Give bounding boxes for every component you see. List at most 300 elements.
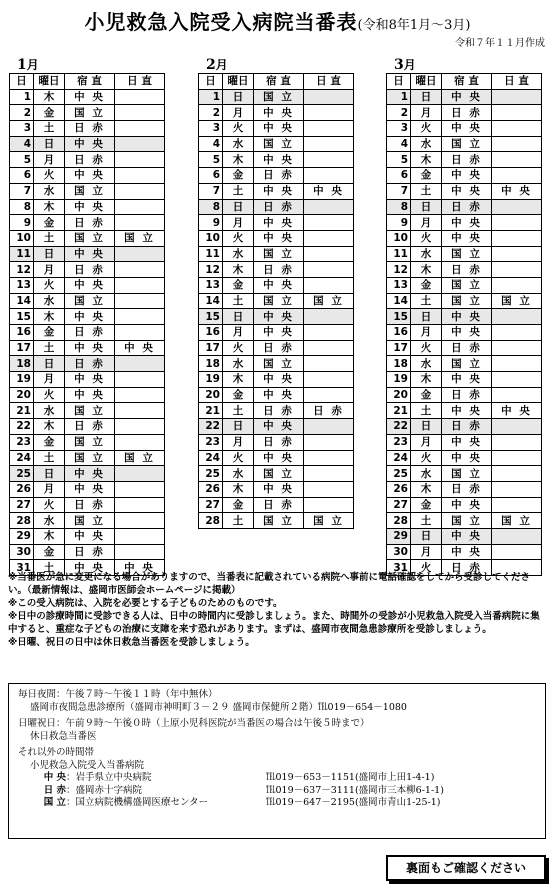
day-cell: 5 <box>10 152 34 168</box>
night-duty-cell: 日 赤 <box>442 152 492 168</box>
day-cell: 21 <box>387 403 411 419</box>
day-duty-cell <box>115 466 165 482</box>
month-unit: 月 <box>215 58 228 72</box>
table-row <box>199 215 354 231</box>
table-row <box>387 403 542 419</box>
day-cell: 24 <box>199 450 223 466</box>
table-row <box>199 183 354 199</box>
night-duty-cell: 中 央 <box>65 89 115 105</box>
night-duty-cell: 日 赤 <box>442 419 492 435</box>
table-row <box>10 277 165 293</box>
table-row <box>387 105 542 121</box>
weekday-cell: 水 <box>223 136 254 152</box>
day-cell: 15 <box>10 309 34 325</box>
day-cell: 14 <box>387 293 411 309</box>
day-duty-cell <box>304 356 354 372</box>
night-duty-cell: 中 央 <box>442 497 492 513</box>
weekday-cell: 水 <box>34 403 65 419</box>
day-duty-cell: 中 央 <box>115 340 165 356</box>
day-cell: 22 <box>10 419 34 435</box>
day-duty-cell: 国 立 <box>492 513 542 529</box>
weekday-cell: 土 <box>223 183 254 199</box>
night-duty-cell: 国 立 <box>254 293 304 309</box>
month-unit: 月 <box>403 58 416 72</box>
day-duty-cell: 中 央 <box>115 560 165 576</box>
other-clinic: 小児救急入院受入当番病院 <box>30 759 145 771</box>
table-row <box>387 183 542 199</box>
day-duty-cell <box>492 277 542 293</box>
night-duty-cell: 中 央 <box>442 434 492 450</box>
weekday-cell: 火 <box>411 340 442 356</box>
night-duty-cell: 中 央 <box>65 199 115 215</box>
weekday-cell: 日 <box>223 199 254 215</box>
weekday-cell: 金 <box>34 215 65 231</box>
weekday-cell: 土 <box>34 560 65 576</box>
night-duty-cell: 国 立 <box>254 246 304 262</box>
month-january <box>9 57 164 576</box>
night-duty-cell: 中 央 <box>442 230 492 246</box>
day-cell: 24 <box>387 450 411 466</box>
day-duty-cell <box>115 387 165 403</box>
night-duty-cell: 日 赤 <box>442 481 492 497</box>
night-hours: 毎日夜間：午後７時～午後１１時（年中無休） <box>18 689 218 700</box>
table-row <box>199 434 354 450</box>
day-cell: 4 <box>387 136 411 152</box>
day-duty-cell <box>304 277 354 293</box>
night-duty-cell: 日 赤 <box>442 560 492 576</box>
table-row <box>10 105 165 121</box>
day-duty-cell <box>492 450 542 466</box>
page-title <box>0 6 555 35</box>
weekday-cell: 月 <box>411 105 442 121</box>
table-row <box>387 513 542 529</box>
table-row <box>10 199 165 215</box>
day-duty-cell <box>115 199 165 215</box>
day-cell: 8 <box>387 199 411 215</box>
day-duty-cell <box>492 497 542 513</box>
table-row <box>199 419 354 435</box>
weekday-cell: 水 <box>411 466 442 482</box>
weekday-cell: 火 <box>223 340 254 356</box>
day-duty-cell <box>304 230 354 246</box>
table-row <box>199 387 354 403</box>
weekday-cell: 日 <box>223 309 254 325</box>
table-row <box>199 199 354 215</box>
table-row <box>199 372 354 388</box>
night-duty-cell: 中 央 <box>65 372 115 388</box>
note-item: ※この受入病院は、入院を必要とする子どものためのものです。 <box>8 598 283 609</box>
weekday-cell: 火 <box>34 387 65 403</box>
day-duty-cell <box>492 325 542 341</box>
day-cell: 11 <box>387 246 411 262</box>
day-duty-cell <box>115 356 165 372</box>
table-row <box>387 262 542 278</box>
hospital-row <box>18 785 536 798</box>
table-row <box>10 528 165 544</box>
day-cell: 9 <box>10 215 34 231</box>
day-cell: 20 <box>387 387 411 403</box>
weekday-cell: 土 <box>34 121 65 137</box>
header-weekday: 曜日 <box>411 74 442 90</box>
day-duty-cell: 国 立 <box>115 230 165 246</box>
day-cell: 14 <box>199 293 223 309</box>
day-cell: 31 <box>10 560 34 576</box>
weekday-cell: 火 <box>411 230 442 246</box>
day-duty-cell <box>115 544 165 560</box>
weekday-cell: 金 <box>411 497 442 513</box>
month-march <box>386 57 541 576</box>
day-duty-cell <box>492 230 542 246</box>
night-duty-cell: 中 央 <box>65 168 115 184</box>
table-row <box>10 387 165 403</box>
table-row <box>10 168 165 184</box>
table-row <box>199 403 354 419</box>
night-duty-cell: 中 央 <box>254 450 304 466</box>
table-row <box>199 246 354 262</box>
day-cell: 8 <box>10 199 34 215</box>
day-duty-cell <box>115 403 165 419</box>
day-duty-cell <box>304 450 354 466</box>
night-duty-cell: 国 立 <box>65 293 115 309</box>
night-duty-cell: 国 立 <box>442 513 492 529</box>
table-row <box>199 277 354 293</box>
day-duty-cell <box>492 466 542 482</box>
hospital-name: ：盛岡赤十字病院 <box>66 784 143 796</box>
day-duty-cell: 中 央 <box>304 183 354 199</box>
day-duty-cell <box>492 262 542 278</box>
day-duty-cell <box>304 340 354 356</box>
night-duty-cell: 日 赤 <box>254 497 304 513</box>
month-label <box>386 57 541 73</box>
note-item: ※当番医が急に変更になる場合がありますので、当番表に記載されている病院へ事前に電話確認をしてから受診してください。（最新情報は、盛岡市医師会ホームページに掲載） <box>8 572 531 596</box>
day-duty-cell <box>304 199 354 215</box>
weekday-cell: 土 <box>223 403 254 419</box>
day-duty-cell <box>304 136 354 152</box>
day-cell: 1 <box>10 89 34 105</box>
weekday-cell: 金 <box>411 277 442 293</box>
table-row <box>10 513 165 529</box>
header-weekday: 曜日 <box>34 74 65 90</box>
day-cell: 20 <box>10 387 34 403</box>
day-cell: 27 <box>387 497 411 513</box>
day-duty-cell <box>115 528 165 544</box>
day-duty-cell <box>115 325 165 341</box>
table-row <box>199 450 354 466</box>
night-duty-cell: 国 立 <box>65 403 115 419</box>
table-row <box>387 372 542 388</box>
hospital-tel: ℡019－647－2195(盛岡市青山1-25-1) <box>266 797 441 808</box>
day-cell: 1 <box>387 89 411 105</box>
day-cell: 10 <box>10 230 34 246</box>
night-duty-cell: 日 赤 <box>442 387 492 403</box>
duty-table <box>9 73 165 576</box>
day-cell: 16 <box>199 325 223 341</box>
table-row <box>10 450 165 466</box>
table-row <box>10 230 165 246</box>
night-duty-cell: 日 赤 <box>65 419 115 435</box>
day-cell: 7 <box>10 183 34 199</box>
night-duty-cell: 中 央 <box>254 309 304 325</box>
day-cell: 28 <box>199 513 223 529</box>
day-cell: 4 <box>199 136 223 152</box>
table-row <box>10 434 165 450</box>
weekday-cell: 金 <box>223 277 254 293</box>
table-row <box>10 403 165 419</box>
day-duty-cell <box>115 152 165 168</box>
night-duty-cell: 中 央 <box>65 387 115 403</box>
weekday-cell: 月 <box>34 262 65 278</box>
month-number: 3 <box>394 57 404 73</box>
day-cell: 16 <box>387 325 411 341</box>
weekday-cell: 月 <box>223 105 254 121</box>
day-cell: 19 <box>10 372 34 388</box>
night-duty-cell: 中 央 <box>254 387 304 403</box>
weekday-cell: 月 <box>411 434 442 450</box>
night-duty-cell: 中 央 <box>254 121 304 137</box>
day-cell: 14 <box>10 293 34 309</box>
weekday-cell: 土 <box>34 340 65 356</box>
day-duty-cell <box>492 356 542 372</box>
weekday-cell: 月 <box>223 215 254 231</box>
weekday-cell: 水 <box>411 246 442 262</box>
night-duty-cell: 中 央 <box>254 230 304 246</box>
table-row <box>387 215 542 231</box>
day-duty-cell: 国 立 <box>304 293 354 309</box>
day-duty-cell <box>115 277 165 293</box>
weekday-cell: 土 <box>223 513 254 529</box>
night-duty-cell: 国 立 <box>65 105 115 121</box>
table-row <box>10 372 165 388</box>
weekday-cell: 木 <box>34 89 65 105</box>
night-duty-cell: 国 立 <box>442 277 492 293</box>
day-duty-cell <box>304 325 354 341</box>
weekday-cell: 火 <box>223 121 254 137</box>
weekday-cell: 土 <box>223 293 254 309</box>
table-row <box>10 466 165 482</box>
day-duty-cell <box>492 89 542 105</box>
note-item: ※日中の診療時間に受診できる人は、日中の時間内に受診しましょう。また、時間外の受診が小児救急入院受入当番病院に集中すると、重症な子どもの治療に支障を来す恐れがあります。まずは、盛岡市夜間急患診療所を受診しましょう。 <box>8 611 540 635</box>
day-cell: 25 <box>387 466 411 482</box>
weekday-cell: 水 <box>34 513 65 529</box>
night-duty-cell: 中 央 <box>65 481 115 497</box>
header-day-duty: 日 直 <box>115 74 165 90</box>
night-duty-cell: 中 央 <box>254 325 304 341</box>
weekday-cell: 金 <box>411 387 442 403</box>
month-unit: 月 <box>26 58 39 72</box>
day-cell: 31 <box>387 560 411 576</box>
day-cell: 3 <box>10 121 34 137</box>
table-row <box>10 356 165 372</box>
created-date: 令和７年１１月作成 <box>455 38 545 49</box>
night-duty-cell: 日 赤 <box>254 403 304 419</box>
night-duty-cell: 国 立 <box>65 513 115 529</box>
day-duty-cell <box>304 105 354 121</box>
header-day: 日 <box>387 74 411 90</box>
night-duty-cell: 中 央 <box>442 325 492 341</box>
table-row <box>387 528 542 544</box>
weekday-cell: 木 <box>411 262 442 278</box>
night-duty-cell: 中 央 <box>254 419 304 435</box>
day-cell: 28 <box>10 513 34 529</box>
day-duty-cell <box>115 89 165 105</box>
day-duty-cell <box>304 372 354 388</box>
day-cell: 24 <box>10 450 34 466</box>
table-row <box>199 497 354 513</box>
weekday-cell: 土 <box>34 230 65 246</box>
day-cell: 17 <box>199 340 223 356</box>
night-duty-cell: 国 立 <box>65 183 115 199</box>
day-duty-cell <box>492 215 542 231</box>
day-cell: 23 <box>10 434 34 450</box>
night-duty-cell: 中 央 <box>65 340 115 356</box>
night-duty-cell: 中 央 <box>65 136 115 152</box>
day-cell: 22 <box>387 419 411 435</box>
table-row <box>387 199 542 215</box>
day-duty-cell <box>115 168 165 184</box>
night-duty-cell: 中 央 <box>442 168 492 184</box>
weekday-cell: 金 <box>34 325 65 341</box>
hospital-key: 中 央 <box>43 772 66 783</box>
night-duty-cell: 中 央 <box>442 544 492 560</box>
night-duty-cell: 中 央 <box>65 560 115 576</box>
day-cell: 21 <box>10 403 34 419</box>
table-row <box>387 152 542 168</box>
day-duty-cell <box>304 215 354 231</box>
holiday-clinic: 休日救急当番医 <box>30 730 97 742</box>
day-cell: 29 <box>10 528 34 544</box>
table-row <box>199 152 354 168</box>
header-day: 日 <box>10 74 34 90</box>
day-cell: 23 <box>387 434 411 450</box>
notes <box>8 571 548 649</box>
day-cell: 26 <box>10 481 34 497</box>
night-duty-cell: 国 立 <box>65 434 115 450</box>
day-duty-cell <box>304 262 354 278</box>
duty-table <box>198 73 354 529</box>
day-duty-cell <box>492 309 542 325</box>
table-row <box>199 513 354 529</box>
night-duty-cell: 日 赤 <box>442 262 492 278</box>
day-duty-cell <box>304 309 354 325</box>
hospital-name: ：国立病院機構盛岡医療センター <box>66 797 209 808</box>
night-duty-cell: 日 赤 <box>254 434 304 450</box>
night-duty-cell: 日 赤 <box>254 262 304 278</box>
weekday-cell: 月 <box>223 434 254 450</box>
day-cell: 1 <box>199 89 223 105</box>
night-duty-cell: 日 赤 <box>65 356 115 372</box>
table-row <box>199 230 354 246</box>
day-cell: 25 <box>10 466 34 482</box>
table-row <box>387 246 542 262</box>
night-duty-cell: 日 赤 <box>65 262 115 278</box>
weekday-cell: 木 <box>223 481 254 497</box>
day-duty-cell: 中 央 <box>492 183 542 199</box>
table-row <box>10 340 165 356</box>
weekday-cell: 日 <box>411 419 442 435</box>
day-duty-cell <box>304 497 354 513</box>
weekday-cell: 火 <box>223 450 254 466</box>
table-row <box>10 246 165 262</box>
day-duty-cell <box>115 481 165 497</box>
night-duty-cell: 日 赤 <box>254 168 304 184</box>
weekday-cell: 日 <box>34 136 65 152</box>
weekday-cell: 日 <box>34 466 65 482</box>
day-duty-cell <box>304 152 354 168</box>
table-row <box>387 136 542 152</box>
day-duty-cell: 国 立 <box>115 450 165 466</box>
table-row <box>199 466 354 482</box>
day-cell: 2 <box>387 105 411 121</box>
table-row <box>387 340 542 356</box>
see-back-notice: 裏面もご確認ください <box>386 855 546 881</box>
table-row <box>199 481 354 497</box>
day-cell: 25 <box>199 466 223 482</box>
night-duty-cell: 国 立 <box>442 466 492 482</box>
night-duty-cell: 日 赤 <box>254 340 304 356</box>
day-duty-cell <box>492 246 542 262</box>
weekday-cell: 水 <box>223 246 254 262</box>
note-item: ※日曜、祝日の日中は休日救急当番医を受診しましょう。 <box>8 637 255 648</box>
day-cell: 4 <box>10 136 34 152</box>
day-cell: 13 <box>199 277 223 293</box>
day-duty-cell <box>115 136 165 152</box>
hospital-row <box>18 797 536 810</box>
day-cell: 27 <box>199 497 223 513</box>
weekday-cell: 金 <box>34 434 65 450</box>
weekday-cell: 木 <box>223 262 254 278</box>
night-duty-cell: 国 立 <box>442 136 492 152</box>
month-number: 2 <box>206 57 216 73</box>
day-duty-cell <box>492 387 542 403</box>
title-period: (令和8年1月～3月) <box>357 18 471 33</box>
table-row <box>10 89 165 105</box>
weekday-cell: 日 <box>411 528 442 544</box>
day-cell: 8 <box>199 199 223 215</box>
day-cell: 12 <box>199 262 223 278</box>
weekday-cell: 水 <box>223 356 254 372</box>
table-row <box>10 136 165 152</box>
night-duty-cell: 国 立 <box>442 246 492 262</box>
day-cell: 30 <box>387 544 411 560</box>
day-cell: 2 <box>10 105 34 121</box>
day-cell: 11 <box>10 246 34 262</box>
night-duty-cell: 国 立 <box>442 356 492 372</box>
day-cell: 11 <box>199 246 223 262</box>
weekday-cell: 日 <box>34 356 65 372</box>
night-duty-cell: 国 立 <box>65 230 115 246</box>
other-hours: それ以外の時間帯 <box>18 747 95 758</box>
night-duty-cell: 中 央 <box>254 277 304 293</box>
day-cell: 2 <box>199 105 223 121</box>
table-row <box>387 544 542 560</box>
day-cell: 28 <box>387 513 411 529</box>
day-cell: 19 <box>387 372 411 388</box>
day-duty-cell <box>492 544 542 560</box>
day-duty-cell <box>304 121 354 137</box>
hospital-key: 日 赤 <box>43 784 66 796</box>
day-cell: 5 <box>387 152 411 168</box>
day-cell: 12 <box>10 262 34 278</box>
table-row <box>387 168 542 184</box>
night-duty-cell: 中 央 <box>442 450 492 466</box>
day-duty-cell <box>492 136 542 152</box>
weekday-cell: 木 <box>223 152 254 168</box>
day-duty-cell <box>304 419 354 435</box>
weekday-cell: 月 <box>34 152 65 168</box>
day-cell: 30 <box>10 544 34 560</box>
day-cell: 6 <box>199 168 223 184</box>
day-cell: 6 <box>387 168 411 184</box>
